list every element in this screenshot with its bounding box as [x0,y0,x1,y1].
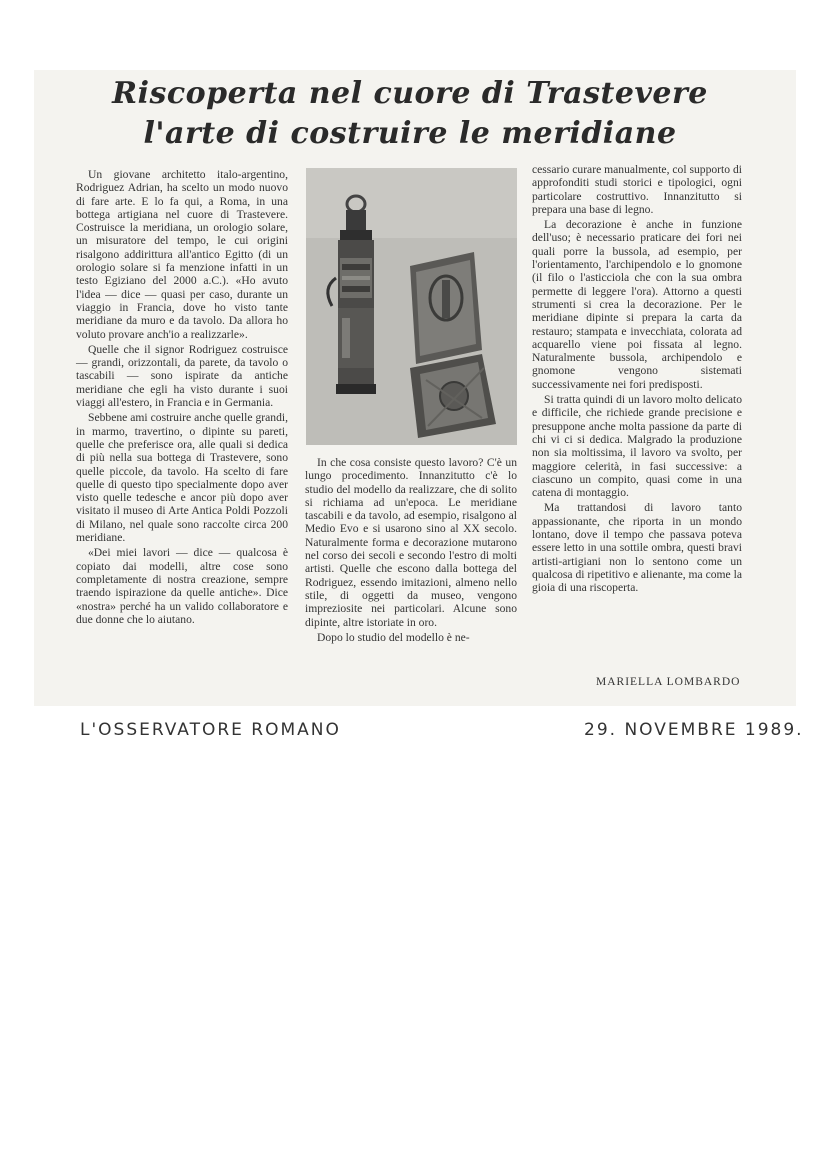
headline-line-2: l'arte di costruire le meridiane [143,116,677,151]
handwritten-publication: L'OSSERVATORE ROMANO [80,720,341,740]
sundial-photo-image [306,168,517,445]
article-column-1 [76,168,288,628]
article-column-2 [305,456,517,646]
headline [60,74,760,154]
paragraph: Si tratta quindi di un lavoro molto delicato e difficile, che richiede grande precisione e presuppone anche molta passione da parte di chi vi ci si dedica. Malgrado la produzione non sia moltissima, il lavoro va svolto, per maggiore celerità, in fasi successive: a ciascuno un compito, quasi come in una catena di montaggio. [532,393,742,500]
paragraph: «Dei miei lavori — dice — qualcosa è copiato dai modelli, altre cose sono completamente di nostra creazione, sempre traendo ispirazione da quelle antiche». Dice «nostra» perché ha un valido collaboratore e due donne che lo aiutano. [76,546,288,626]
handwritten-date: 29. NOVEMBRE 1989. [584,720,804,740]
paragraph: cessario curare manualmente, col supporto di approfonditi studi storici e tipologici, ogni particolare costruttivo. Innanzitutto si prepara una base di legno. [532,163,742,216]
paragraph: In che cosa consiste questo lavoro? C'è un lungo procedimento. Innanzitutto c'è lo studio del modello da realizzare, che di solito si richiama ad un'epoca. Le meridiane tascabili e da tavolo, ad esempio, risalgono al Medio Evo e si usarono sino al XX secolo. Naturalmente forma e decorazione mutarono nel corso dei secoli e secondo l'estro di molti artisti. Quelle che escono dalla bottega del Rodriguez, essendo imitazioni, almeno nello stile, di oggetti da museo, vengono impreziosite nei particolari. Alcune sono dipinte, altre istoriate in oro. [305,456,517,629]
paragraph: Ma trattandosi di lavoro tanto appassionante, che riporta in un mondo lontano, dove il tempo che passava poteva essere letto in una sottile ombra, questi bravi artisti-artigiani non lo sentono come un qualcosa di ripetitivo e alienante, ma come la gioia di una riscoperta. [532,501,742,595]
byline: MARIELLA LOMBARDO [596,676,741,688]
paragraph: Sebbene ami costruire anche quelle grandi, in marmo, travertino, o dipinte su pareti, quelle che preferisce ora, alle quali si dedica di più nella sua bottega di Trastevere, sono quelle piccole, da tavolo. Ha scelto di fare quelle di questo tipo specialmente dopo aver visto quelle tedesche e ancor più dopo aver visitato il museo di Arte Antica Poldi Pozzoli di Milano, nel quale sono raccolte circa 200 meridiane. [76,411,288,545]
paragraph: La decorazione è anche in funzione dell'uso; è necessario praticare dei fori nei quali porre la bussola, ad esempio, per l'orientamento, l'archipendolo e lo gnomone (il filo o l'asticciola che con la sua ombra permette di leggere l'ora). Attorno a questi strumenti si crea la decorazione. Per le meridiane dipinte si prepara la carta da restauro; stampata e invecchiata, colorata ad acquarello viene poi fissata al legno. Naturalmente bussola, archipendolo e gnomone vengono sistemati successivamente nei fori predisposti. [532,218,742,391]
paragraph: Dopo lo studio del modello è ne- [317,630,470,644]
article-column-3 [532,163,742,597]
paragraph: Quelle che il signor Rodriguez costruisce — grandi, orizzontali, da parete, da tavolo o tascabili — sono ispirate da antiche meridiane che egli ha visto durante i suoi viaggi all'estero, in Francia e in Germania. [76,342,288,410]
headline-line-1: Riscoperta nel cuore di Trastevere [112,76,708,111]
sundial-photo [306,168,517,445]
paragraph: Un giovane architetto italo-argentino, Rodriguez Adrian, ha scelto un modo nuovo di fare arte. E lo fa qui, a Roma, in una bottega artigiana nel cuore di Trastevere. Costruisce la meridiana, un orologio solare, un misuratore del tempo, le cui origini risalgono addirittura all'antico Egitto (di un orologio solare si fa menzione infatti in un testo Egiziano del 2000 a.C.). «Ho avuto l'idea — dice — quasi per caso, durante un viaggio in Francia, dove ho visto tante meridiane da muro e da tavolo. Da allora ho voluto provare anch'io a realizzarle». [76,168,288,341]
